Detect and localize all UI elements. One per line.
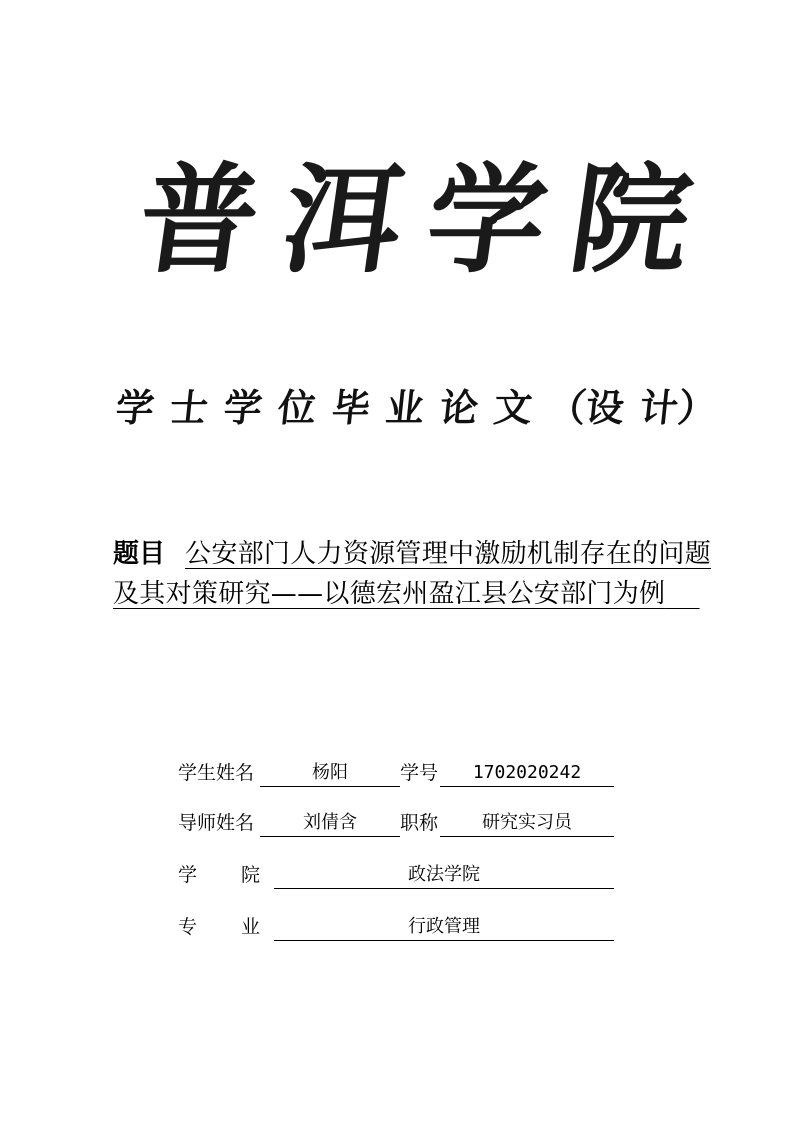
logo-char: 洱: [274, 150, 412, 289]
heading-char: 计）: [637, 385, 719, 430]
student-id-value: 1702020242: [440, 758, 614, 787]
thesis-title: 公安部门人力资源管理中激励机制存在的问题及其对策研究——以德宏州盈江县公安部门为例: [113, 539, 712, 609]
college-label-part-1: 学: [178, 864, 198, 886]
student-name-label: 学生姓名: [178, 762, 255, 784]
college-label-part-2: 院: [241, 864, 261, 886]
heading-char: 位: [275, 385, 319, 430]
heading-char: （设: [545, 385, 627, 430]
college-value: 政法学院: [274, 860, 614, 889]
student-name-value: 杨阳: [260, 758, 400, 787]
heading-char: 士: [167, 385, 211, 430]
logo-char: 学: [418, 150, 556, 289]
thesis-title-block: [113, 534, 721, 614]
student-info-form: [178, 758, 618, 948]
heading-char: 业: [383, 385, 427, 430]
heading-char: 论: [437, 385, 481, 430]
document-type-heading: [113, 378, 719, 438]
advisor-title-label: 职称: [400, 812, 439, 834]
heading-char: 学: [221, 385, 265, 430]
advisor-title-value: 研究实习员: [440, 808, 614, 837]
logo-char: 普: [130, 150, 268, 289]
advisor-name-label: 导师姓名: [178, 812, 255, 834]
heading-char: 学: [113, 385, 157, 430]
major-value: 行政管理: [274, 912, 614, 941]
student-id-label: 学号: [400, 762, 439, 784]
logo-char: 院: [562, 150, 700, 289]
major-label-part-1: 专: [178, 916, 198, 938]
university-logo-calligraphy: [130, 150, 700, 290]
advisor-name-value: 刘倩含: [260, 808, 400, 837]
heading-char: 文: [491, 385, 535, 430]
major-label-part-2: 业: [241, 916, 261, 938]
title-underline-tail: [665, 579, 699, 609]
heading-char: 毕: [329, 385, 373, 430]
thesis-title-label: 题目: [113, 539, 166, 569]
